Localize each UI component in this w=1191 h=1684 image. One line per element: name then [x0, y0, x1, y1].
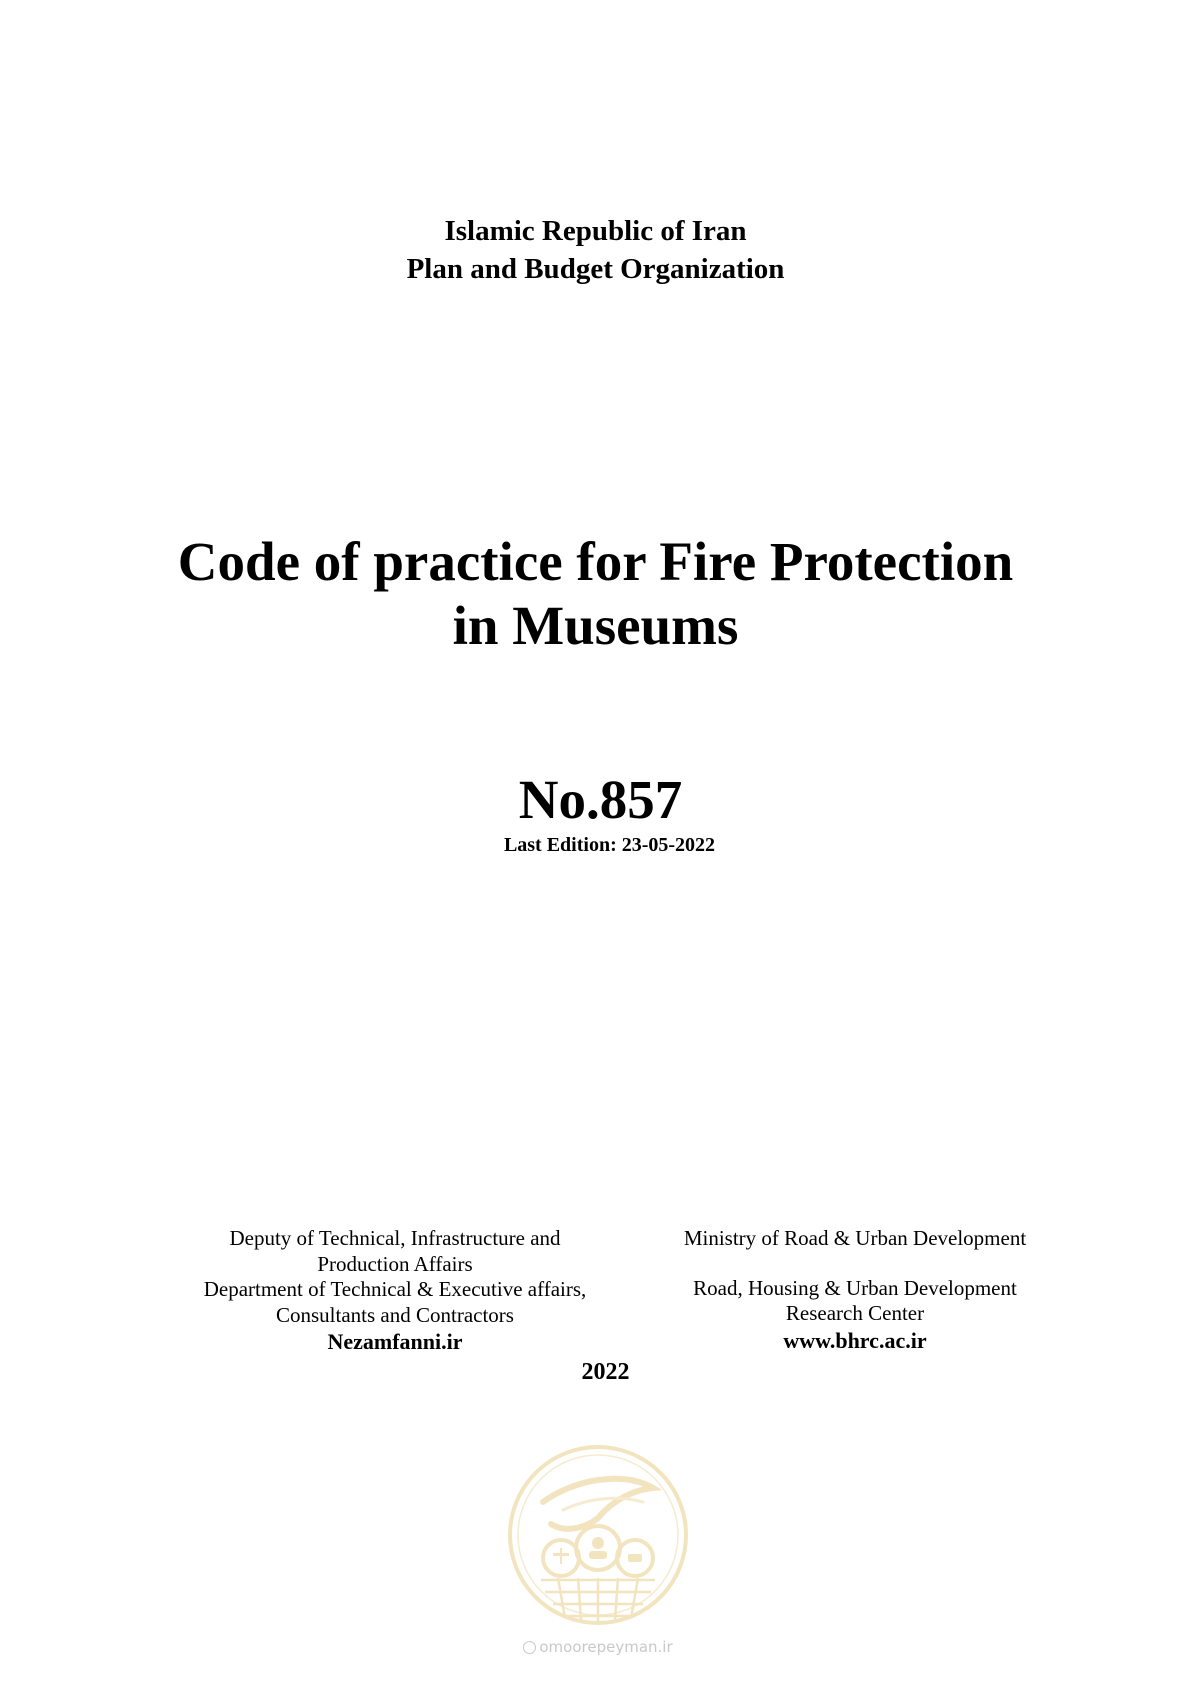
title-line-2: in Museums	[452, 595, 739, 656]
document-number	[0, 768, 1191, 832]
watermark-caption-text: omoorepeyman.ir	[539, 1638, 673, 1656]
watermark-caption	[503, 1638, 693, 1656]
publication-year: 2022	[581, 1359, 630, 1385]
left-publisher-column	[160, 1226, 630, 1355]
issuing-organization	[0, 212, 1191, 288]
left-line-2: Production Affairs	[317, 1251, 473, 1276]
globe-icon	[523, 1641, 536, 1654]
document-title	[0, 530, 1191, 658]
right-spacer	[620, 1252, 1090, 1262]
right-line-2: Road, Housing & Urban Development	[693, 1275, 1017, 1300]
watermark-logo-icon	[503, 1440, 693, 1630]
right-publisher-column	[620, 1226, 1090, 1354]
left-line-1: Deputy of Technical, Infrastructure and	[229, 1226, 561, 1250]
title-line-1: Code of practice for Fire Protection	[177, 531, 1014, 592]
right-website: www.bhrc.ac.ir	[783, 1327, 927, 1353]
left-line-3: Department of Technical & Executive affairs,	[203, 1277, 587, 1301]
left-line-4: Consultants and Contractors	[276, 1302, 514, 1327]
document-number-text: No.857	[518, 769, 683, 830]
country-name: Islamic Republic of Iran	[444, 215, 747, 247]
right-line-1: Ministry of Road & Urban Development	[683, 1226, 1027, 1250]
last-edition: Last Edition: 23-05-2022	[503, 834, 716, 856]
right-line-3: Research Center	[785, 1301, 925, 1325]
organization-name: Plan and Budget Organization	[406, 253, 785, 285]
left-website: Nezamfanni.ir	[327, 1329, 463, 1354]
